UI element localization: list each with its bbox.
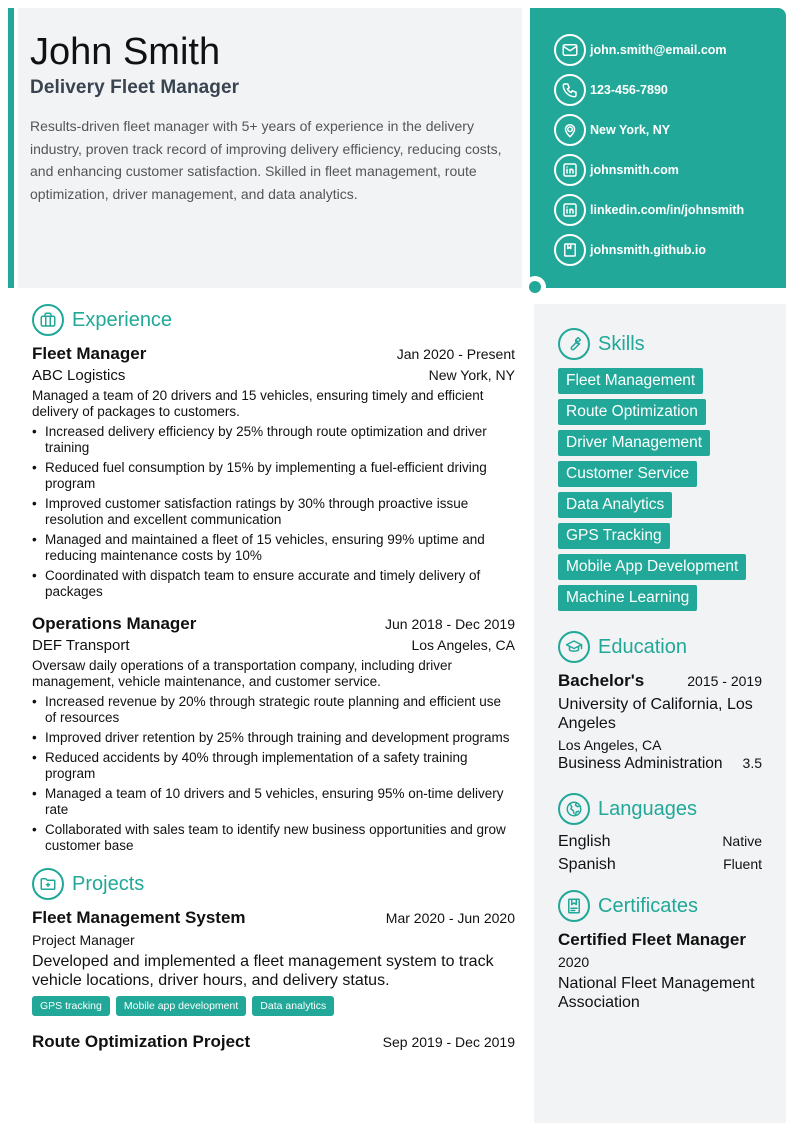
contact-location — [554, 110, 786, 150]
job-bullets — [32, 694, 515, 854]
job-entry — [32, 614, 515, 854]
job-title-heading: Delivery Fleet Manager — [30, 77, 240, 98]
contact-panel — [530, 8, 786, 288]
summary-text: Results-driven fleet manager with 5+ years of experience in the delivery industry, proven track record of improving delivery efficiency, reducing costs, and enhancing customer satisfaction. Skilled in fleet management, route optimization, driver management, and data analytics. — [30, 118, 502, 202]
job-location: New York, NY — [428, 367, 515, 383]
contact-email[interactable] — [554, 30, 786, 70]
main-column — [32, 304, 515, 1068]
bullet-item: • Managed and maintained a fleet of 15 vehicles, ensuring 99% uptime and reducing maintenance costs by 10% — [32, 532, 515, 564]
job-company: ABC Logistics — [32, 367, 126, 384]
project-tags — [32, 996, 515, 1016]
project-role: Project Manager — [32, 932, 135, 948]
job-dates: Jan 2020 - Present — [396, 346, 515, 362]
language-level: Fluent — [723, 856, 762, 872]
contact-website[interactable] — [554, 150, 786, 190]
project-tag: GPS tracking — [32, 996, 110, 1016]
projects-title: Projects — [72, 872, 145, 895]
education-title: Education — [598, 635, 687, 658]
certificates-header — [558, 890, 762, 922]
education-school: University of California, Los Angeles — [558, 696, 753, 732]
globe-icon — [558, 793, 590, 825]
wrench-icon — [558, 328, 590, 360]
briefcase-icon — [32, 304, 64, 336]
skills-header — [558, 328, 762, 360]
portfolio-icon — [554, 234, 586, 266]
education-location: Los Angeles, CA — [558, 737, 662, 753]
bullet-item: • Coordinated with dispatch team to ensure accurate and timely delivery of packages — [32, 568, 515, 600]
envelope-icon — [554, 34, 586, 66]
certificate-entry — [558, 930, 762, 1012]
job-title: Operations Manager — [32, 614, 197, 633]
bullet-item: • Improved driver retention by 25% through training and development programs — [32, 730, 515, 746]
skills-title: Skills — [598, 332, 645, 355]
skill-tag: Fleet Management — [558, 368, 703, 394]
language-level: Native — [722, 833, 762, 849]
header-panel — [18, 8, 522, 288]
education-gpa: 3.5 — [742, 755, 762, 771]
experience-title: Experience — [72, 308, 173, 331]
certificate-year: 2020 — [558, 954, 590, 970]
job-description: Oversaw daily operations of a transportation company, including driver management, vehicle maintenance, and customer service. — [32, 658, 452, 689]
job-dates: Jun 2018 - Dec 2019 — [385, 616, 515, 632]
education-field: Business Administration — [558, 755, 723, 772]
phone-icon — [554, 74, 586, 106]
job-description: Managed a team of 20 drivers and 15 vehicles, ensuring timely and efficient delivery of packages to customers. — [32, 388, 484, 419]
bullet-item: • Improved customer satisfaction ratings by 30% through proactive issue resolution and excellent communication — [32, 496, 515, 528]
bullet-item: • Collaborated with sales team to identify new business opportunities and grow customer base — [32, 822, 515, 854]
project-dates: Mar 2020 - Jun 2020 — [385, 910, 515, 926]
certificate-issuer: National Fleet Management Association — [558, 975, 755, 1011]
education-entry — [558, 671, 762, 773]
skill-tag: Mobile App Development — [558, 554, 746, 580]
skill-tag: Machine Learning — [558, 585, 697, 611]
accent-bar — [8, 8, 14, 288]
project-description: Developed and implemented a fleet management system to track vehicle locations, driver hours, and delivery status. — [32, 953, 494, 989]
project-entry — [32, 908, 515, 1016]
job-entry — [32, 344, 515, 600]
contact-phone[interactable] — [554, 70, 786, 110]
job-bullets — [32, 424, 515, 600]
skill-tag: Route Optimization — [558, 399, 706, 425]
bullet-item: • Reduced accidents by 40% through implementation of a safety training program — [32, 750, 515, 782]
job-location: Los Angeles, CA — [411, 637, 515, 653]
github-text: johnsmith.github.io — [590, 243, 706, 257]
language-item — [558, 856, 762, 874]
email-text: john.smith@email.com — [590, 43, 727, 57]
folder-icon — [32, 868, 64, 900]
project-name: Fleet Management System — [32, 908, 246, 927]
project-entry — [32, 1032, 515, 1052]
bullet-item: • Increased delivery efficiency by 25% through route optimization and driver training — [32, 424, 515, 456]
map-pin-icon — [554, 114, 586, 146]
skill-tag: Data Analytics — [558, 492, 672, 518]
project-tag: Data analytics — [252, 996, 334, 1016]
education-years: 2015 - 2019 — [687, 673, 762, 689]
languages-header — [558, 793, 762, 825]
linkedin-icon — [554, 154, 586, 186]
project-name: Route Optimization Project — [32, 1032, 251, 1051]
decorative-dot — [524, 276, 546, 298]
bullet-item: • Reduced fuel consumption by 15% by implementing a fuel-efficient driving program — [32, 460, 515, 492]
phone-text: 123-456-7890 — [590, 83, 668, 97]
sidebar — [534, 304, 786, 1123]
skill-list — [558, 368, 762, 611]
language-name: English — [558, 833, 611, 850]
certificates-title: Certificates — [598, 894, 699, 917]
education-degree: Bachelor's — [558, 671, 645, 690]
skill-tag: Driver Management — [558, 430, 710, 456]
contact-linkedin[interactable] — [554, 190, 786, 230]
bullet-item: • Managed a team of 10 drivers and 5 vehicles, ensuring 95% on-time delivery rate — [32, 786, 515, 818]
project-tag: Mobile app development — [116, 996, 246, 1016]
linkedin-icon — [554, 194, 586, 226]
location-text: New York, NY — [590, 123, 671, 137]
graduation-cap-icon — [558, 631, 590, 663]
bullet-item: • Increased revenue by 20% through strategic route planning and efficient use of resources — [32, 694, 515, 726]
language-list — [558, 833, 762, 874]
linkedin-text: linkedin.com/in/johnsmith — [590, 203, 745, 217]
language-item — [558, 833, 762, 851]
skill-tag: GPS Tracking — [558, 523, 670, 549]
certificate-name: Certified Fleet Manager — [558, 930, 746, 949]
languages-title: Languages — [598, 797, 697, 820]
candidate-name: John Smith — [30, 31, 221, 73]
experience-header — [32, 304, 515, 336]
website-text: johnsmith.com — [590, 163, 679, 177]
projects-header — [32, 868, 515, 900]
job-company: DEF Transport — [32, 637, 130, 654]
project-dates: Sep 2019 - Dec 2019 — [382, 1034, 515, 1050]
skill-tag: Customer Service — [558, 461, 697, 487]
job-title: Fleet Manager — [32, 344, 147, 363]
contact-github[interactable] — [554, 230, 786, 270]
certificate-icon — [558, 890, 590, 922]
education-header — [558, 631, 762, 663]
language-name: Spanish — [558, 856, 616, 873]
